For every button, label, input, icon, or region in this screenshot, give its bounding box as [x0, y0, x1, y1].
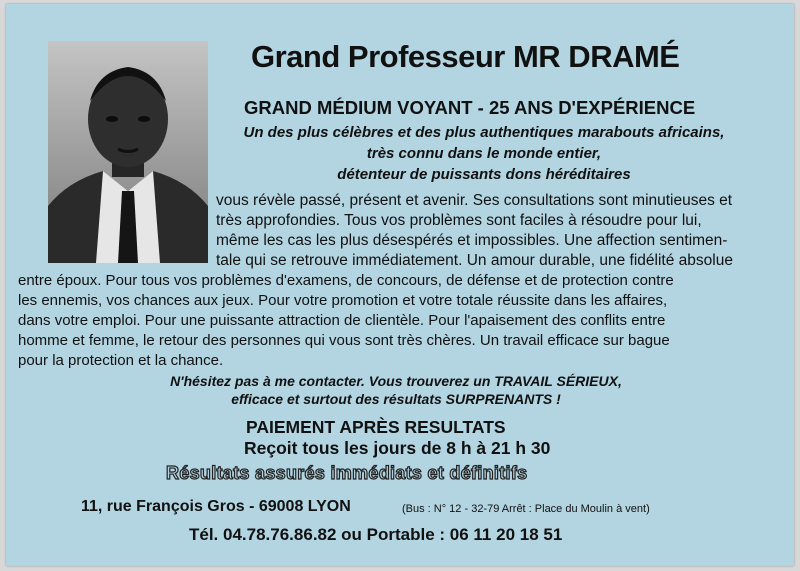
- body-line: pour la protection et la chance.: [18, 352, 224, 369]
- tagline-line: Un des plus célèbres et des plus authentiques marabouts africains,: [243, 124, 725, 141]
- portrait-image: [48, 41, 208, 263]
- call-to-action-line: efficace et surtout des résultats SURPRENANTS !: [231, 391, 561, 407]
- tagline-line: très connu dans le monde entier,: [366, 145, 602, 162]
- body-line: entre époux. Pour tous vos problèmes d'examens, de concours, de défense et de protection contre: [18, 272, 674, 289]
- page-title: Grand Professeur MR DRAMÉ: [251, 39, 680, 74]
- tagline-line: détenteur de puissants dons héréditaires: [337, 166, 631, 183]
- body-line: vous révèle passé, présent et avenir. Ses consultations sont minutieuses et: [216, 192, 733, 209]
- bus-info: (Bus : N° 12 - 32-79 Arrêt : Place du Moulin à vent): [402, 503, 650, 515]
- body-line: même les cas les plus désespérés et impossibles. Une affection sentimen-: [216, 232, 728, 249]
- body-line: les ennemis, vos chances aux jeux. Pour votre promotion et votre totale réussite dans les affaires,: [18, 292, 668, 309]
- payment-notice: PAIEMENT APRÈS RESULTATS: [246, 417, 506, 437]
- guarantee-text: Résultats assurés immédiats et définitifs: [166, 463, 528, 483]
- opening-hours: Reçoit tous les jours de 8 h à 21 h 30: [244, 438, 551, 458]
- body-line: très approfondies. Tous vos problèmes sont faciles à résoudre pour lui,: [216, 212, 702, 229]
- subtitle: GRAND MÉDIUM VOYANT - 25 ANS D'EXPÉRIENCE: [244, 97, 696, 118]
- portrait-photo: [48, 41, 208, 263]
- phone-numbers: Tél. 04.78.76.86.82 ou Portable : 06 11 20 18 51: [189, 525, 563, 544]
- body-line: tale qui se retrouve immédiatement. Un amour durable, une fidélité absolue: [216, 252, 733, 269]
- body-line: dans votre emploi. Pour une puissante attraction de clientèle. Pour l'apaisement des conflits entre: [18, 312, 666, 329]
- address: 11, rue François Gros - 69008 LYON: [81, 498, 351, 515]
- body-line: homme et femme, le retour des personnes qui vous sont très chères. Un travail efficace sur bague: [18, 332, 670, 349]
- call-to-action-line: N'hésitez pas à me contacter. Vous trouverez un TRAVAIL SÉRIEUX,: [170, 373, 622, 389]
- flyer-card: [6, 4, 794, 566]
